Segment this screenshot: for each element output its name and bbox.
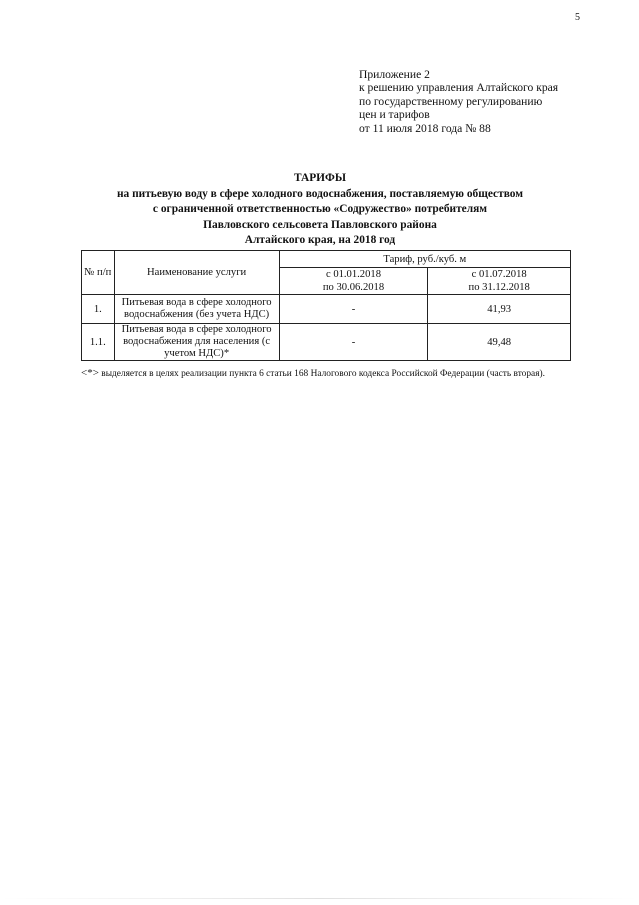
appendix-line: цен и тарифов [359, 108, 430, 122]
period-1-from: с 01.01.2018 [325, 269, 381, 280]
page-number: 5 [575, 12, 580, 23]
row-period-1-value: - [279, 324, 428, 361]
footnote [81, 367, 581, 382]
appendix-line: от 11 июля 2018 года № 88 [359, 121, 491, 135]
scan-edge-divider [0, 898, 639, 899]
title-line: Павловского сельсовета Павловского района [203, 218, 437, 231]
row-service: Питьевая вода в сфере холодного водоснабжения (без учета НДС) [114, 295, 279, 324]
header-tariff: Тариф, руб./куб. м [279, 251, 570, 268]
footnote-marker: <*> [81, 367, 99, 379]
row-period-2-value: 41,93 [428, 295, 571, 324]
appendix-line: по государственному регулированию [359, 94, 543, 108]
appendix-reference [359, 68, 558, 135]
row-period-2-value: 49,48 [428, 324, 571, 361]
title-line: с ограниченной ответственностью «Содружество» потребителям [152, 203, 488, 216]
header-period-1 [279, 268, 428, 295]
title-heading: ТАРИФЫ [293, 172, 347, 184]
title-line: Алтайского края, на 2018 год [244, 234, 396, 247]
table-header-row [82, 251, 571, 268]
document-title [40, 171, 600, 249]
appendix-line: к решению управления Алтайского края [359, 81, 559, 95]
period-2-from: с 01.07.2018 [471, 269, 527, 280]
footnote-text: выделяется в целях реализации пункта 6 статьи 168 Налогового кодекса Российской Федерации (часть вторая). [101, 369, 545, 379]
title-line: на питьевую воду в сфере холодного водоснабжения, поставляемую обществом [116, 187, 524, 200]
header-period-2 [428, 268, 571, 295]
appendix-line: Приложение 2 [359, 68, 430, 81]
period-1-to: по 30.06.2018 [322, 282, 385, 293]
row-num: 1. [82, 295, 115, 324]
table-row [82, 324, 571, 361]
row-num: 1.1. [82, 324, 115, 361]
header-num: № п/п [82, 251, 115, 295]
row-service: Питьевая вода в сфере холодного водоснабжения для населения (с учетом НДС)* [114, 324, 279, 361]
tariff-table [81, 250, 571, 361]
period-2-to: по 31.12.2018 [468, 282, 530, 293]
row-period-1-value: - [279, 295, 428, 324]
table-row [82, 295, 571, 324]
header-service: Наименование услуги [114, 251, 279, 295]
